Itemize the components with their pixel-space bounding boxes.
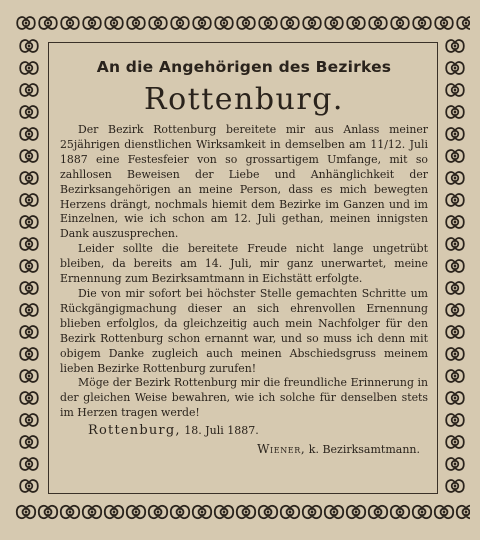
- scroll-ornament-icon: [20, 40, 38, 52]
- ornament-border-bottom: [14, 496, 470, 530]
- scroll-ornament-icon: [446, 458, 464, 470]
- scroll-ornament-icon: [20, 128, 38, 140]
- scroll-ornament-icon: [61, 506, 79, 518]
- scroll-ornament-icon: [17, 506, 35, 518]
- scroll-ornament-icon: [446, 480, 464, 492]
- scroll-ornament-icon: [14, 8, 470, 38]
- paragraph-wish: Möge der Bezirk Rottenburg mir die freundliche Erinnerung in der gleichen Weise bewahren, wie ich solche für denselben stets im Herzen tragen werde!: [60, 376, 428, 420]
- notice-body: [60, 123, 428, 421]
- scroll-ornament-icon: [149, 506, 167, 518]
- notice-place-title: Rottenburg.: [144, 82, 344, 117]
- scroll-ornament-icon: [369, 506, 387, 518]
- scroll-ornament-icon: [171, 506, 189, 518]
- scroll-ornament-icon: [20, 194, 38, 206]
- scroll-ornament-icon: [215, 17, 233, 29]
- scroll-ornament-icon: [17, 17, 35, 29]
- scroll-ornament-icon: [20, 282, 38, 294]
- scroll-ornament-icon: [127, 17, 145, 29]
- signature: [60, 442, 428, 456]
- paragraph-thanks: Der Bezirk Rottenburg bereitete mir aus Anlass meiner 25jährigen dienstlichen Wirksamkeit in demselben am 11/12. Juli 1887 eine Festesfeier von so grossartigem Umfange, mit so zahllosen Beweisen der Liebe und Anhänglichkeit der Bezirksangehörigen an meine Person, dass es mich bewegten Herzens drängt, nochmals hiemit dem Bezirke im Ganzen und im Einzelnen, wie ich schon am 12. Juli gethan, meinen innigsten Dank auszusprechen.: [60, 123, 428, 241]
- scroll-ornament-icon: [105, 17, 123, 29]
- scroll-ornament-icon: [237, 506, 255, 518]
- scroll-ornament-icon: [20, 370, 38, 382]
- scroll-ornament-icon: [20, 62, 38, 74]
- scroll-ornament-icon: [446, 436, 464, 448]
- scroll-ornament-icon: [446, 150, 464, 162]
- scroll-ornament-icon: [39, 506, 57, 518]
- scroll-ornament-icon: [20, 414, 38, 426]
- scroll-ornament-icon: [325, 17, 343, 29]
- scroll-ornament-icon: [446, 194, 464, 206]
- scroll-ornament-icon: [303, 17, 321, 29]
- scroll-ornament-icon: [61, 17, 79, 29]
- scroll-ornament-icon: [446, 216, 464, 228]
- dateline: [60, 423, 428, 438]
- scroll-ornament-icon: [20, 480, 38, 492]
- scroll-ornament-icon: [20, 216, 38, 228]
- paragraph-farewell: Die von mir sofort bei höchster Stelle gemachten Schritte um Rückgängigmachung dieser an sich ehrenvollen Ernennung blieben erfolglos, da gleichzeitig auch mein Nachfolger für den Bezirk Rottenburg schon ernannt war, und so muss ich denn mit obigem Danke zugleich auch meinen Abschiedsgruss meinem lieben Bezirke Rottenburg zurufen!: [60, 286, 428, 375]
- scroll-ornament-icon: [347, 506, 365, 518]
- signature-title: k. Bezirksamtmann.: [308, 443, 420, 457]
- scroll-ornament-icon: [446, 348, 464, 360]
- scroll-ornament-icon: [20, 106, 38, 118]
- scroll-ornament-icon: [193, 506, 211, 518]
- scroll-ornament-icon: [457, 506, 470, 518]
- scroll-ornament-icon: [83, 506, 101, 518]
- scroll-ornament-icon: [446, 326, 464, 338]
- scroll-ornament-icon: [303, 506, 321, 518]
- scroll-ornament-icon: [413, 506, 431, 518]
- scroll-ornament-icon: [281, 506, 299, 518]
- scroll-ornament-icon: [14, 36, 44, 498]
- scroll-ornament-icon: [20, 348, 38, 360]
- scroll-ornament-icon: [446, 128, 464, 140]
- scroll-ornament-icon: [20, 458, 38, 470]
- scroll-ornament-icon: [20, 304, 38, 316]
- scroll-ornament-icon: [259, 506, 277, 518]
- notice-content: [60, 50, 428, 456]
- scroll-ornament-icon: [446, 40, 464, 52]
- scroll-ornament-icon: [446, 370, 464, 382]
- scroll-ornament-icon: [83, 17, 101, 29]
- scroll-ornament-icon: [193, 17, 211, 29]
- scroll-ornament-icon: [440, 36, 470, 498]
- scroll-ornament-icon: [446, 414, 464, 426]
- scroll-ornament-icon: [281, 17, 299, 29]
- scroll-ornament-icon: [20, 172, 38, 184]
- scroll-ornament-icon: [20, 326, 38, 338]
- ornament-border-top: [14, 8, 470, 38]
- scroll-ornament-icon: [446, 282, 464, 294]
- scroll-ornament-icon: [446, 62, 464, 74]
- scroll-ornament-icon: [391, 506, 409, 518]
- scroll-ornament-icon: [20, 84, 38, 96]
- notice-heading: An die Angehörigen des Bezirkes: [96, 58, 392, 76]
- scroll-ornament-icon: [446, 238, 464, 250]
- scroll-ornament-icon: [391, 17, 409, 29]
- scroll-ornament-icon: [127, 506, 145, 518]
- scroll-ornament-icon: [347, 17, 365, 29]
- dateline-place: Rottenburg,: [88, 423, 181, 439]
- scroll-ornament-icon: [446, 392, 464, 404]
- scroll-ornament-icon: [446, 260, 464, 272]
- scroll-ornament-icon: [446, 106, 464, 118]
- ornament-border-right: [440, 36, 470, 498]
- scroll-ornament-icon: [446, 172, 464, 184]
- scroll-ornament-icon: [259, 17, 277, 29]
- signature-name: Wiener,: [257, 442, 306, 457]
- dateline-date: 18. Juli 1887.: [184, 424, 259, 438]
- scroll-ornament-icon: [149, 17, 167, 29]
- scroll-ornament-icon: [446, 304, 464, 316]
- scroll-ornament-icon: [171, 17, 189, 29]
- scroll-ornament-icon: [20, 238, 38, 250]
- scroll-ornament-icon: [20, 436, 38, 448]
- scroll-ornament-icon: [215, 506, 233, 518]
- scroll-ornament-icon: [39, 17, 57, 29]
- scroll-ornament-icon: [237, 17, 255, 29]
- scroll-ornament-icon: [435, 506, 453, 518]
- scroll-ornament-icon: [20, 260, 38, 272]
- scroll-ornament-icon: [413, 17, 431, 29]
- scroll-ornament-icon: [105, 506, 123, 518]
- ornament-border-left: [14, 36, 44, 498]
- scroll-ornament-icon: [14, 496, 470, 530]
- scroll-ornament-icon: [325, 506, 343, 518]
- scroll-ornament-icon: [446, 84, 464, 96]
- scroll-ornament-icon: [457, 17, 470, 29]
- scroll-ornament-icon: [20, 150, 38, 162]
- paragraph-appointment: Leider sollte die bereitete Freude nicht lange ungetrübt bleiben, da bereits am 14. Juli, mir ganz unerwartet, meine Ernennung zum Bezirksamtmann in Eichstätt erfolgte.: [60, 242, 428, 286]
- scroll-ornament-icon: [20, 392, 38, 404]
- scroll-ornament-icon: [369, 17, 387, 29]
- scroll-ornament-icon: [435, 17, 453, 29]
